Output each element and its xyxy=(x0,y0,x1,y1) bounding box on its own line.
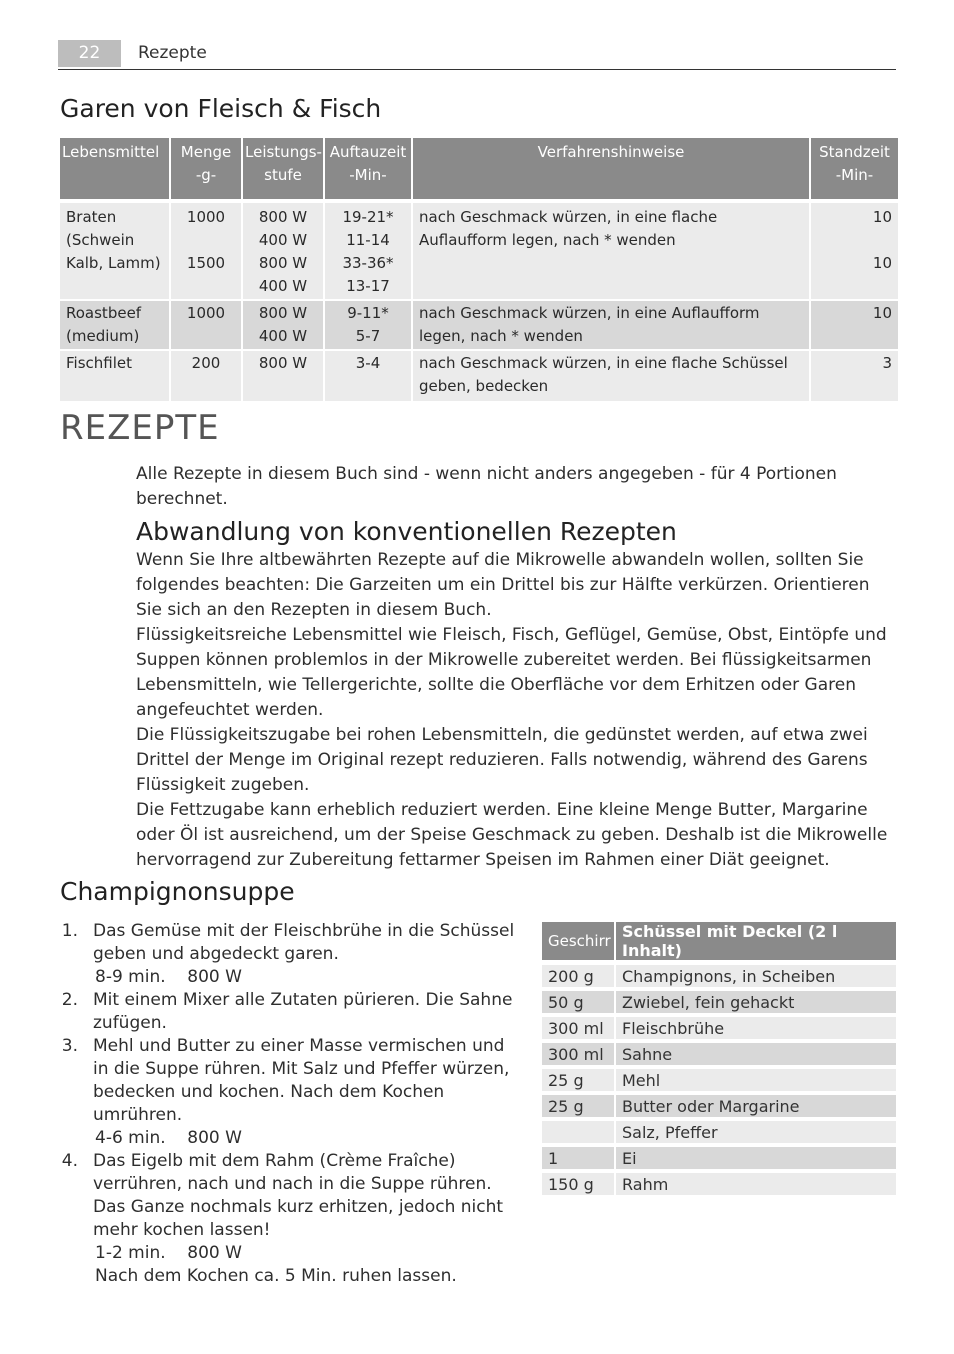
cell-notes: nach Geschmack würzen, in eine flache Auflaufform legen, nach * wenden xyxy=(413,203,809,301)
ingredient-name: Mehl xyxy=(616,1069,896,1095)
meat-section-title: Garen von Fleisch & Fisch xyxy=(60,94,382,123)
cell-time: 19-21* 11-14 33-36* 13-17 xyxy=(325,203,411,301)
step-item xyxy=(60,1035,520,1150)
table-row xyxy=(60,301,898,351)
step-text: Das Eigelb mit dem Rahm (Crème Fraîche) verrühren, nach und nach in die Suppe rühren. Das Ganze nochmals kurz erhitzen, jedoch nicht mehr kochen lassen! xyxy=(93,1151,504,1240)
conversion-paragraph: Die Fettzugabe kann erheblich reduziert werden. Eine kleine Menge Butter, Margarine oder Öl ist ausreichend, um der Speise Geschmack zu geben. Deshalb ist die Mikrowelle hervorragend zur Zubereitung fettarmer Speisen im Rahmen einer Diät geeignet. xyxy=(136,800,888,870)
header-rule xyxy=(58,69,896,70)
recipes-title: REZEPTE xyxy=(60,408,220,448)
step-note: 8-9 min. 800 W xyxy=(95,967,242,987)
cell-food: Braten (Schwein Kalb, Lamm) xyxy=(60,203,169,301)
step-number: 3. xyxy=(61,1036,78,1056)
ingredient-name: Champignons, in Scheiben xyxy=(616,965,896,991)
ingredient-qty: 50 g xyxy=(542,991,614,1017)
col-header-notes: Verfahrenshinweise xyxy=(413,138,809,203)
ingredient-name: Zwiebel, fein gehackt xyxy=(616,991,896,1017)
ingredients-table xyxy=(540,922,898,1199)
step-text: Mehl und Butter zu einer Masse vermischen und in die Suppe rühren. Mit Salz und Pfeffer würzen, bedecken und kochen. Nach dem Kochen umrühren. xyxy=(93,1036,510,1125)
table-row xyxy=(60,351,898,403)
step-number: 4. xyxy=(61,1151,78,1171)
step-item xyxy=(60,1150,520,1288)
step-text: Das Gemüse mit der Fleischbrühe in die Schüssel geben und abgedeckt garen. xyxy=(93,921,515,964)
ingredient-row xyxy=(542,1043,896,1069)
cell-stand: 3 xyxy=(811,351,898,403)
ingredient-row xyxy=(542,1173,896,1199)
soup-steps xyxy=(60,920,520,1288)
cell-power: 800 W 400 W 800 W 400 W xyxy=(243,203,323,301)
ingredient-qty: 25 g xyxy=(542,1069,614,1095)
ingredient-qty: 1 xyxy=(542,1147,614,1173)
intro-paragraph: Alle Rezepte in diesem Buch sind - wenn nicht anders angegeben - für 4 Portionen berechnet. xyxy=(136,464,837,509)
ingredients-header-row xyxy=(542,922,896,965)
ingredient-row xyxy=(542,991,896,1017)
step-item xyxy=(60,989,520,1035)
ingredient-row xyxy=(542,1147,896,1173)
soup-title: Champignonsuppe xyxy=(60,877,295,906)
ingredient-name: Rahm xyxy=(616,1173,896,1199)
col-header-stand: Standzeit -Min- xyxy=(811,138,898,203)
ingredient-qty: 300 ml xyxy=(542,1043,614,1069)
step-note: Nach dem Kochen ca. 5 Min. ruhen lassen. xyxy=(95,1266,457,1286)
cell-notes: nach Geschmack würzen, in eine Auflaufform legen, nach * wenden xyxy=(413,301,809,351)
cell-stand: 10 xyxy=(811,301,898,351)
table-row xyxy=(60,203,898,301)
recipes-intro xyxy=(136,462,898,512)
cell-food: Roastbeef (medium) xyxy=(60,301,169,351)
cell-amount: 1000 1500 xyxy=(171,203,241,301)
cell-amount: 200 xyxy=(171,351,241,403)
ingredient-name: Salz, Pfeffer xyxy=(616,1121,896,1147)
step-note: 1-2 min. 800 W xyxy=(95,1243,242,1263)
ingredient-row xyxy=(542,965,896,991)
cell-power: 800 W xyxy=(243,351,323,403)
ingredient-row xyxy=(542,1095,896,1121)
col-header-food: Lebensmittel xyxy=(60,138,169,203)
cookware-value: Schüssel mit Deckel (2 l Inhalt) xyxy=(616,922,896,965)
conversion-paragraph: Flüssigkeitsreiche Lebensmittel wie Fleisch, Fisch, Geflügel, Gemüse, Obst, Eintöpfe und Suppen können problemlos in der Mikrowelle zubereitet werden. Bei flüssigkeitsarmen Lebensmitteln, wie Tellergerichte, sollte die Oberfläche vor dem Erhitzen oder Garen angefeuchtet werden. xyxy=(136,625,887,720)
cookware-label: Geschirr xyxy=(542,922,614,965)
meat-fish-table xyxy=(58,138,900,403)
page-number: 22 xyxy=(78,43,101,63)
conversion-title: Abwandlung von konventionellen Rezepten xyxy=(136,517,677,546)
step-text: Mit einem Mixer alle Zutaten pürieren. Die Sahne zufügen. xyxy=(93,990,513,1033)
ingredient-qty: 150 g xyxy=(542,1173,614,1199)
col-header-amount: Menge -g- xyxy=(171,138,241,203)
step-note: 4-6 min. 800 W xyxy=(95,1128,242,1148)
section-label: Rezepte xyxy=(138,43,207,63)
conversion-text xyxy=(136,548,898,873)
ingredient-name: Butter oder Margarine xyxy=(616,1095,896,1121)
cell-time: 9-11* 5-7 xyxy=(325,301,411,351)
cell-stand: 10 10 xyxy=(811,203,898,301)
ingredient-qty: 25 g xyxy=(542,1095,614,1121)
ingredient-name: Sahne xyxy=(616,1043,896,1069)
ingredient-name: Fleischbrühe xyxy=(616,1017,896,1043)
col-header-power: Leistungs- stufe xyxy=(243,138,323,203)
cell-notes: nach Geschmack würzen, in eine flache Schüssel geben, bedecken xyxy=(413,351,809,403)
cell-food: Fischfilet xyxy=(60,351,169,403)
col-header-time: Auftauzeit -Min- xyxy=(325,138,411,203)
cell-time: 3-4 xyxy=(325,351,411,403)
conversion-paragraph: Wenn Sie Ihre altbewährten Rezepte auf die Mikrowelle abwandeln wollen, sollten Sie folgendes beachten: Die Garzeiten um ein Drittel bis zur Hälfte verkürzen. Orientieren Sie sich an den Rezepten in diesem Buch. xyxy=(136,550,870,620)
step-item xyxy=(60,920,520,989)
step-number: 2. xyxy=(61,990,78,1010)
table-header-row xyxy=(60,138,898,203)
cell-amount: 1000 xyxy=(171,301,241,351)
ingredient-qty: 200 g xyxy=(542,965,614,991)
ingredient-name: Ei xyxy=(616,1147,896,1173)
ingredient-qty xyxy=(542,1121,614,1147)
step-number: 1. xyxy=(61,921,78,941)
ingredient-row xyxy=(542,1121,896,1147)
ingredient-row xyxy=(542,1017,896,1043)
cell-power: 800 W 400 W xyxy=(243,301,323,351)
ingredient-qty: 300 ml xyxy=(542,1017,614,1043)
conversion-paragraph: Die Flüssigkeitszugabe bei rohen Lebensmitteln, die gedünstet werden, auf etwa zwei Drittel der Menge im Original rezept reduzieren. Falls notwendig, während des Garens Flüssigkeit zugeben. xyxy=(136,725,868,795)
ingredient-row xyxy=(542,1069,896,1095)
